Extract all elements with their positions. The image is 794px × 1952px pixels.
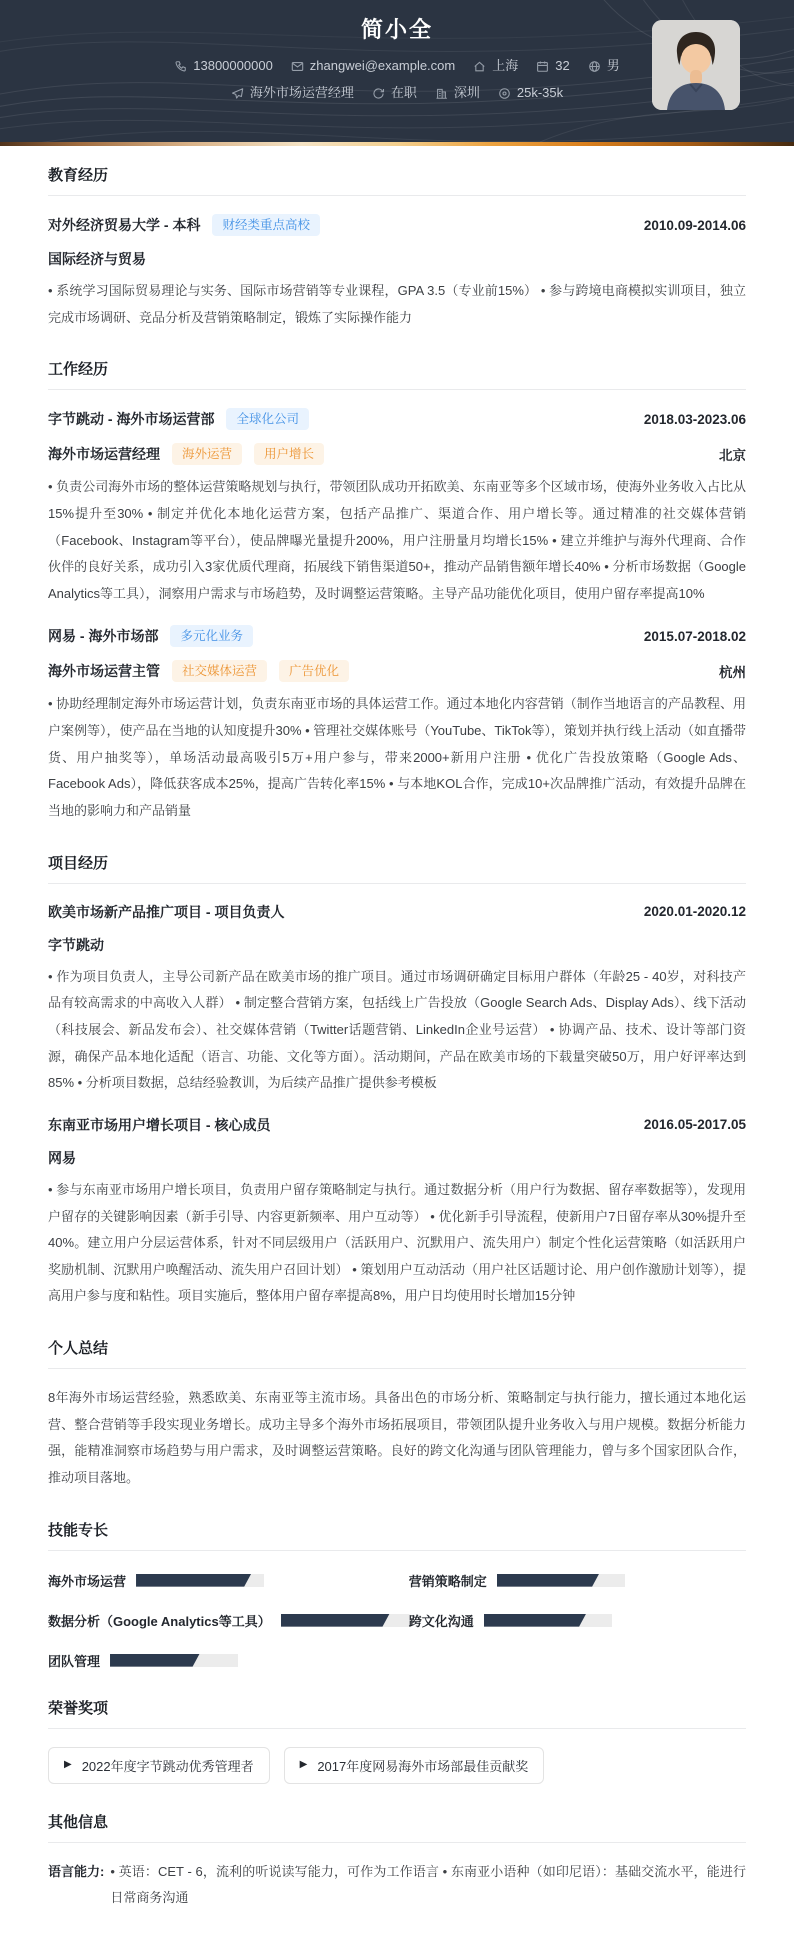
work-location: 杭州 [719, 665, 746, 681]
skill-name: 跨文化沟通 [408, 1613, 474, 1629]
avatar-photo-placeholder [652, 20, 740, 110]
skill-bar-fill [110, 1654, 200, 1667]
contact-job-intention [231, 84, 354, 102]
work-entry-subhead [48, 443, 746, 465]
skill-item [48, 1611, 409, 1630]
honor-text: 2017年度网易海外市场部最佳贡献奖 [317, 1758, 529, 1774]
school-degree: 对外经济贸易大学 - 本科 [48, 217, 201, 233]
play-icon: ▶ [299, 1759, 308, 1771]
education-entry-head [48, 214, 746, 236]
job-status-icon [372, 87, 385, 100]
project-entry-head [48, 902, 746, 922]
honor-item [48, 1747, 270, 1784]
project-company: 字节跳动 [48, 936, 104, 953]
work-date: 2015.07-2018.02 [643, 628, 746, 644]
header-accent-bar [0, 142, 794, 146]
honor-item [284, 1747, 545, 1784]
summary-section-title: 个人总结 [48, 1337, 746, 1369]
position-title: 海外市场运营经理 [48, 446, 160, 463]
education-description: • 系统学习国际贸易理论与实务、国际市场营销等专业课程，GPA 3.5（专业前15%） • 参与跨境电商模拟实训项目，独立完成市场调研、竞品分析及营销策略制定，锻炼了实际操作能力 [48, 283, 746, 325]
skill-item [48, 1571, 409, 1590]
project-company: 网易 [48, 1149, 76, 1166]
section-honors [48, 1697, 746, 1784]
contact-age-text: 32 [555, 58, 570, 73]
skill-bar-fill [136, 1574, 251, 1587]
project-name-role: 东南亚市场用户增长项目 - 核心成员 [48, 1116, 271, 1133]
honor-chips [48, 1747, 746, 1784]
section-work [48, 358, 746, 824]
skill-bar-track [136, 1574, 264, 1587]
skill-name: 营销策略制定 [408, 1573, 487, 1589]
section-education [48, 164, 746, 331]
project-description: • 作为项目负责人，主导公司新产品在欧美市场的推广项目。通过市场调研确定目标用户群体（年龄25 - 40岁，对科技产品有较高需求的中高收入人群） • 制定整合营销方案，包括线上广告投放（Google Search Ads、Display Ads）、线下活动（科技展会、新品发布会）、社交媒体营销（Twitter话题营销、LinkedIn企业号运营） • 协调产品、技术、设计等部门资源，确保产品本地化适配（语言、功能、文化等方面）。活动期间，产品在欧美市场的下载量突破50万，用户好评率达到85% • 分析项目数据，总结经验教训，为后续产品推广提供参考模板 [48, 968, 746, 1091]
company-tag: 全球化公司 [226, 408, 309, 430]
candidate-name: 简小全 [360, 17, 433, 42]
language-ability-line [48, 1859, 746, 1912]
education-date: 2010.09-2014.06 [643, 217, 746, 233]
work-entry-subhead [48, 660, 746, 682]
honor-text: 2022年度字节跳动优秀管理者 [81, 1758, 254, 1774]
company-name: 字节跳动 - 海外市场运营部 [48, 411, 215, 428]
position-skill-tag: 海外运营 [172, 443, 242, 465]
position-skill-tag: 用户增长 [254, 443, 324, 465]
contact-phone-text: 13800000000 [193, 58, 273, 73]
education-section-title: 教育经历 [48, 164, 746, 196]
section-summary [48, 1337, 746, 1492]
skill-item [409, 1611, 746, 1630]
phone-icon [174, 60, 187, 73]
contact-job-intention-text: 海外市场运营经理 [249, 85, 354, 100]
contact-location-text: 上海 [492, 58, 519, 73]
contact-salary [498, 84, 563, 102]
contact-city [435, 84, 480, 102]
contact-phone [174, 57, 273, 75]
skill-name: 团队管理 [48, 1653, 101, 1669]
position-skill-tag: 广告优化 [279, 660, 349, 682]
email-icon [291, 60, 304, 73]
city-icon [435, 87, 448, 100]
contact-city-text: 深圳 [453, 85, 480, 100]
honors-section-title: 荣誉奖项 [48, 1697, 746, 1729]
home-icon [473, 60, 486, 73]
other-section-title: 其他信息 [48, 1811, 746, 1843]
skill-bar-fill [497, 1574, 599, 1587]
contact-job-status-text: 在职 [390, 85, 417, 100]
project-entry [48, 902, 746, 1097]
language-ability-text: • 英语：CET - 6，流利的听说读写能力，可作为工作语言 • 东南亚小语种（如印尼语）：基础交流水平，能进行日常商务沟通 [110, 1863, 746, 1906]
skill-item [409, 1571, 746, 1590]
skill-bar-fill [281, 1614, 390, 1627]
play-icon: ▶ [64, 1759, 72, 1771]
contact-gender [588, 57, 620, 75]
summary-text: 8年海外市场运营经验，熟悉欧美、东南亚等主流市场。具备出色的市场分析、策略制定与执行能力，擅长通过本地化运营、整合营销等手段实现业务增长。成功主导多个海外市场拓展项目，带领团队提升业务收入与用户规模。数据分析能力强，能精准洞察市场趋势与用户需求，及时调整运营策略。良好的跨文化沟通与团队管理能力，曾与多个国家团队合作，推动项目落地。 [48, 1390, 746, 1486]
projects-section-title: 项目经历 [48, 852, 746, 884]
skill-item [48, 1651, 409, 1670]
skill-bar-track [281, 1614, 409, 1627]
work-section-title: 工作经历 [48, 358, 746, 390]
avatar [652, 20, 740, 110]
contact-email-text: zhangwei@example.com [309, 58, 456, 73]
project-name-role: 欧美市场新产品推广项目 - 项目负责人 [48, 903, 285, 920]
skill-bar-track [110, 1654, 238, 1667]
job-intention-icon [231, 87, 244, 100]
position-skill-tag: 社交媒体运营 [172, 660, 267, 682]
section-other [48, 1811, 746, 1912]
skills-section-title: 技能专长 [48, 1519, 746, 1551]
contact-job-status [372, 84, 417, 102]
work-date: 2018.03-2023.06 [643, 411, 746, 427]
work-description: • 协助经理制定海外市场运营计划，负责东南亚市场的具体运营工作。通过本地化内容营销（制作当地语言的产品教程、用户案例等），使产品在当地的认知度提升30% • 管理社交媒体账号（YouTube、TikTok等），策划并执行线上活动（如直播带货、用户抽奖等），单场活动最高吸引5万+用户参与，带来2000+新用户注册 • 优化广告投放策略（Google Ads、Facebook Ads），降低获客成本25%，提高广告转化率15% • 与本地KOL合作，完成10+次品牌推广活动，有效提升品牌在当地的影响力和产品销量 [48, 696, 746, 819]
project-entry [48, 1115, 746, 1310]
project-entry-head [48, 1115, 746, 1135]
skills-grid [48, 1571, 746, 1670]
contact-age [536, 57, 569, 75]
skill-name: 数据分析（Google Analytics等工具） [48, 1613, 271, 1629]
resume-header [0, 0, 794, 142]
contact-email [291, 57, 455, 75]
contact-location [473, 57, 518, 75]
section-skills [48, 1519, 746, 1670]
company-name: 网易 - 海外市场部 [48, 628, 159, 645]
skill-bar-fill [484, 1614, 586, 1627]
work-entry [48, 408, 746, 607]
project-description: • 参与东南亚市场用户增长项目，负责用户留存策略制定与执行。通过数据分析（用户行为数据、留存率数据等），发现用户留存的关键影响因素（新手引导、内容更新频率、用户互动等） • 优化新手引导流程，使新用户7日留存率从30%提升至40%。建立用户分层运营体系，针对不同层级用户（活跃用户、沉默用户、流失用户）制定个性化运营策略（如活跃用户奖励机制、沉默用户唤醒活动、流失用户召回计划） • 策划用户互动活动（用户社区话题讨论、用户创作激励计划等），提高用户参与度和粘性。项目实施后，整体用户留存率提高8%，用户日均使用时长增加15分钟 [48, 1181, 746, 1304]
gender-icon [588, 60, 601, 73]
education-entry [48, 214, 746, 331]
age-icon [536, 60, 549, 73]
school-tag: 财经类重点高校 [212, 214, 320, 236]
project-date: 2016.05-2017.05 [643, 1117, 746, 1133]
skill-bar-track [484, 1614, 612, 1627]
salary-icon [498, 87, 511, 100]
contact-salary-text: 25k-35k [516, 85, 564, 100]
work-location: 北京 [719, 448, 746, 464]
skill-bar-track [497, 1574, 625, 1587]
language-ability-label: 语言能力: [48, 1863, 105, 1879]
position-title: 海外市场运营主管 [48, 663, 160, 680]
work-entry-head [48, 408, 746, 430]
project-date: 2020.01-2020.12 [643, 904, 746, 920]
work-entry [48, 625, 746, 824]
work-description: • 负责公司海外市场的整体运营策略规划与执行，带领团队成功开拓欧美、东南亚等多个区域市场，使海外业务收入占比从15%提升至30% • 制定并优化本地化运营方案，包括产品推广、渠道合作、用户增长等。通过精准的社交媒体营销（Facebook、Instagram等平台），使品牌曝光量提升200%，用户注册量月均增长15% • 建立并维护与海外代理商、合作伙伴的良好关系，成功引入3家优质代理商，拓展线下销售渠道50+，推动产品销售额年增长40% • 分析市场数据（Google Analytics等工具），洞察用户需求与市场趋势，及时调整运营策略。主导产品功能优化项目，使用户留存率提高10% [48, 479, 746, 601]
section-projects [48, 852, 746, 1310]
contact-gender-text: 男 [606, 58, 620, 73]
skill-name: 海外市场运营 [48, 1573, 127, 1589]
resume-body [0, 164, 794, 1952]
work-entry-head [48, 625, 746, 647]
major: 国际经济与贸易 [48, 251, 146, 267]
company-tag: 多元化业务 [170, 625, 253, 647]
